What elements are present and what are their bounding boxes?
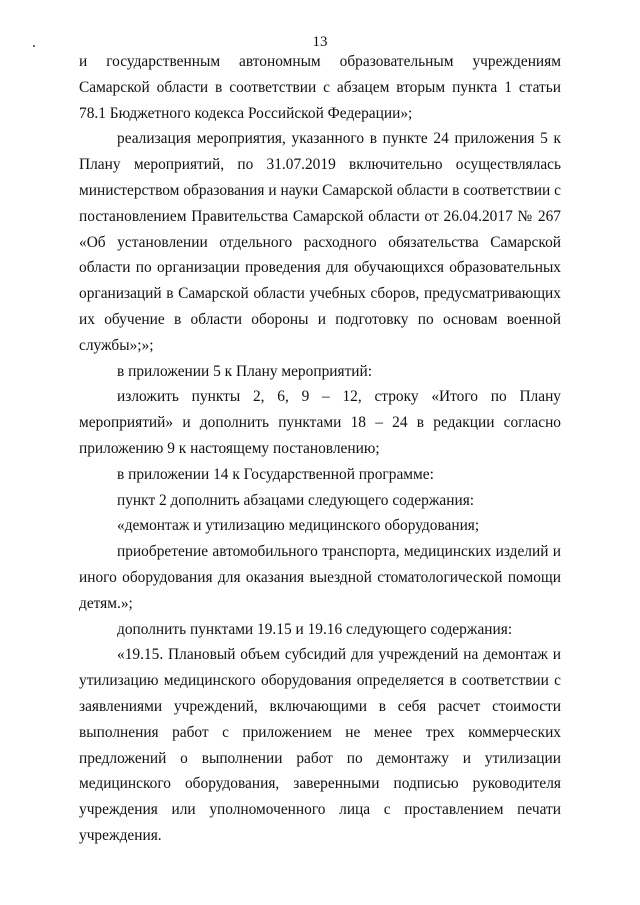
paragraph-dismantling: «демонтаж и утилизацию медицинского оборудования;	[117, 517, 480, 535]
paragraph-add-points: дополнить пунктами 19.15 и 19.16 следующего содержания:	[117, 620, 513, 638]
page-number: 13	[312, 34, 328, 50]
paragraph-appendix-5: в приложении 5 к Плану мероприятий:	[117, 362, 373, 380]
document-body	[79, 49, 561, 849]
paragraph-implementation: реализация мероприятия, указанного в пункте 24 приложения 5 к Плану мероприятий, по 31.07.2019 включительно осуществлялась министерством образования и науки Самарской области в соответствии с постановлением Правительства Самарской области от 26.04.2017 № 267 «Об установлении отдельного расходного обязательства Самарской области по организации проведения для обучающихся образовательных организаций в Самарской области учебных сборов, предусматривающих их обучение в области обороны и подготовку по основам военной службы»;»;	[79, 130, 561, 354]
paragraph-point-2: пункт 2 дополнить абзацами следующего содержания:	[117, 491, 475, 509]
paragraph-appendix-14: в приложении 14 к Государственной программе:	[117, 465, 434, 483]
paragraph-amend-points: изложить пункты 2, 6, 9 – 12, строку «Итого по Плану мероприятий» и дополнить пунктами 18 – 24 в редакции согласно приложению 9 к настоящему постановлению;	[79, 388, 561, 457]
paragraph-continuation: и государственным автономным образовательным учреждениям Самарской области в соответствии с абзацем вторым пункта 1 статьи 78.1 Бюджетного кодекса Российской Федерации»;	[79, 53, 561, 122]
paragraph-19-15: «19.15. Плановый объем субсидий для учреждений на демонтаж и утилизацию медицинского оборудования определяется в соответствии с заявлениями учреждений, включающими в себя расчет стоимости выполнения работ с приложением не менее трех коммерческих предложений о выполнении работ по демонтажу и утилизации медицинского оборудования, заверенными подписью руководителя учреждения или уполномоченного лица с проставлением печати учреждения.	[79, 646, 561, 844]
paragraph-acquisition: приобретение автомобильного транспорта, медицинских изделий и иного оборудования для оказания выездной стоматологической помощи детям.»;	[79, 543, 561, 612]
